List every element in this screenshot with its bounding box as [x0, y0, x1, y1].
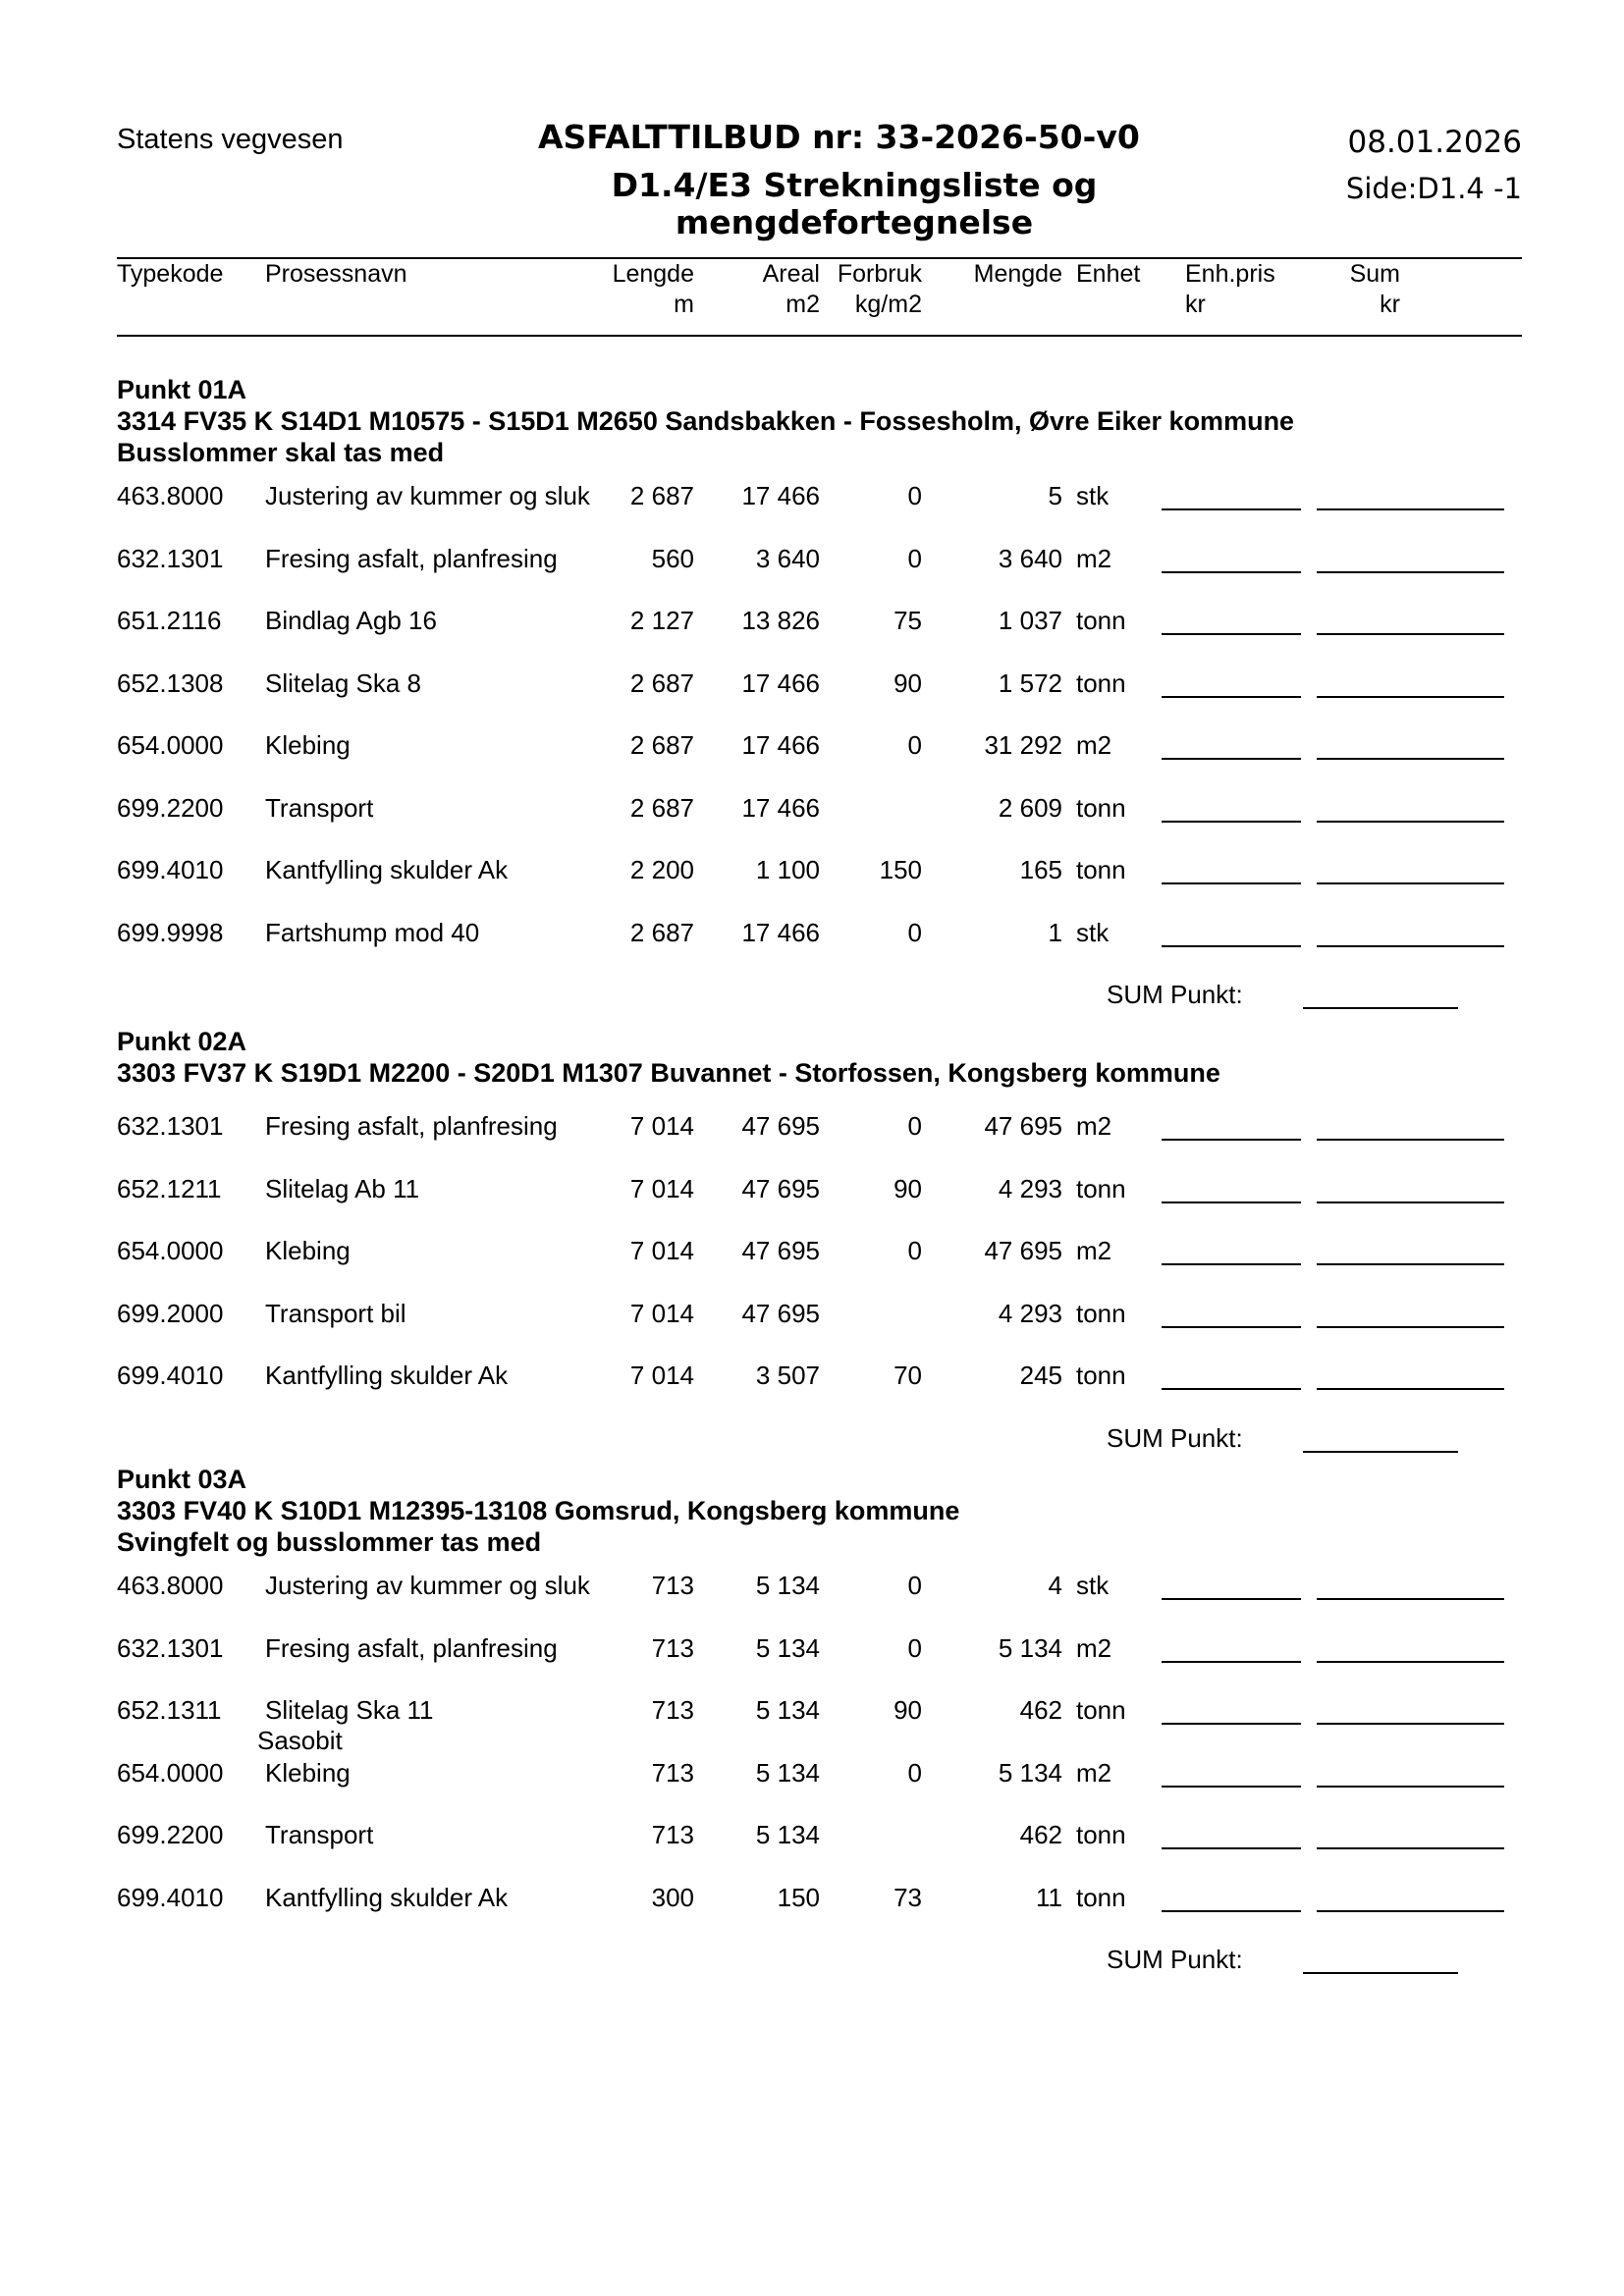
row-prosessnavn: Fresing asfalt, planfresing — [265, 544, 558, 573]
row-mengde: 4 293 — [998, 1174, 1062, 1203]
document-subtitle: D1.4/E3 Strekningsliste og mengdefortegnelse — [611, 166, 1098, 241]
row-areal: 17 466 — [741, 481, 820, 510]
row-mengde: 4 293 — [998, 1299, 1062, 1328]
row-typekode: 632.1301 — [117, 1111, 224, 1141]
col-header-sum-unit: kr — [1380, 291, 1400, 318]
col-header-forbruk — [825, 259, 922, 320]
col-header-mengde: Mengde — [973, 260, 1062, 288]
sum-input-line[interactable] — [1317, 1786, 1504, 1788]
row-enhet: m2 — [1076, 1236, 1112, 1265]
row-prosessnavn: Justering av kummer og sluk — [265, 1571, 590, 1600]
row-areal: 150 — [777, 1883, 820, 1912]
row-areal: 13 826 — [741, 606, 820, 635]
enhpris-input-line[interactable] — [1162, 1201, 1301, 1203]
sum-input-line[interactable] — [1317, 758, 1504, 760]
row-lengde: 7 014 — [629, 1111, 694, 1141]
row-areal: 3 507 — [755, 1361, 820, 1390]
row-prosessnavn: Transport bil — [265, 1299, 406, 1328]
sum-punkt-label: SUM Punkt: — [1107, 1945, 1243, 1974]
row-enhet: stk — [1076, 1571, 1110, 1600]
row-mengde: 47 695 — [984, 1111, 1062, 1141]
row-prosessnavn: Klebing — [265, 1758, 351, 1788]
row-lengde: 2 687 — [629, 918, 694, 947]
row-enhet: stk — [1076, 481, 1110, 510]
sum-input-line[interactable] — [1317, 633, 1504, 635]
sum-input-line[interactable] — [1317, 508, 1504, 510]
row-enhet: tonn — [1076, 1174, 1126, 1203]
section-punkt: Punkt 02A — [117, 1027, 247, 1056]
enhpris-input-line[interactable] — [1162, 1847, 1301, 1849]
row-lengde: 2 200 — [629, 855, 694, 884]
row-prosessnavn: Kantfylling skulder Ak — [265, 1361, 509, 1390]
col-header-typekode: Typekode — [117, 260, 224, 288]
row-lengde: 713 — [651, 1633, 694, 1663]
row-areal: 47 695 — [741, 1236, 820, 1265]
row-typekode: 699.2200 — [117, 793, 224, 823]
row-prosessnavn: Slitelag Ska 8 — [265, 668, 421, 698]
row-forbruk: 0 — [907, 544, 922, 573]
row-forbruk: 90 — [893, 1695, 922, 1725]
enhpris-input-line[interactable] — [1162, 882, 1301, 884]
row-prosessnavn: Fartshump mod 40 — [265, 918, 480, 947]
col-header-lengde — [589, 259, 694, 320]
sum-punkt-label: SUM Punkt: — [1107, 1423, 1243, 1453]
col-header-enhpris-unit: kr — [1185, 291, 1206, 318]
col-header-areal — [717, 259, 820, 320]
enhpris-input-line[interactable] — [1162, 1910, 1301, 1912]
sum-punkt-label: SUM Punkt: — [1107, 980, 1243, 1009]
row-lengde: 713 — [651, 1820, 694, 1849]
row-prosessnavn: Klebing — [265, 730, 351, 760]
sum-input-line[interactable] — [1317, 571, 1504, 573]
row-mengde: 1 572 — [998, 668, 1062, 698]
row-prosessnavn-sub: Sasobit — [257, 1726, 343, 1755]
row-lengde: 2 687 — [629, 730, 694, 760]
row-mengde: 2 609 — [998, 793, 1062, 823]
row-typekode: 652.1311 — [117, 1695, 222, 1725]
row-forbruk: 0 — [907, 1236, 922, 1265]
row-prosessnavn: Kantfylling skulder Ak — [265, 1883, 509, 1912]
row-prosessnavn: Bindlag Agb 16 — [265, 606, 437, 635]
enhpris-input-line[interactable] — [1162, 821, 1301, 823]
sum-input-line[interactable] — [1317, 1598, 1504, 1600]
section-strekning: 3314 FV35 K S14D1 M10575 - S15D1 M2650 Sandsbakken - Fossesholm, Øvre Eiker kommune — [117, 406, 1295, 436]
section-strekning: 3303 FV40 K S10D1 M12395-13108 Gomsrud, Kongsberg kommune — [117, 1496, 960, 1525]
sum-input-line[interactable] — [1317, 1263, 1504, 1265]
section-strekning: 3303 FV37 K S19D1 M2200 - S20D1 M1307 Buvannet - Storfossen, Kongsberg kommune — [117, 1058, 1220, 1088]
section-punkt: Punkt 03A — [117, 1465, 247, 1494]
row-typekode: 654.0000 — [117, 1758, 224, 1788]
sum-input-line[interactable] — [1317, 1326, 1504, 1328]
organization-name: Statens vegvesen — [117, 124, 344, 155]
enhpris-input-line[interactable] — [1162, 1661, 1301, 1663]
row-lengde: 7 014 — [629, 1236, 694, 1265]
sum-input-line[interactable] — [1317, 821, 1504, 823]
row-prosessnavn: Transport — [265, 1820, 374, 1849]
enhpris-input-line[interactable] — [1162, 1139, 1301, 1141]
row-mengde: 5 134 — [998, 1633, 1062, 1663]
row-forbruk: 75 — [893, 606, 922, 635]
row-areal: 47 695 — [741, 1111, 820, 1141]
row-prosessnavn: Fresing asfalt, planfresing — [265, 1633, 558, 1663]
row-prosessnavn: Transport — [265, 793, 374, 823]
row-enhet: m2 — [1076, 1111, 1112, 1141]
sum-input-line[interactable] — [1317, 1847, 1504, 1849]
row-typekode: 699.4010 — [117, 1361, 224, 1390]
enhpris-input-line[interactable] — [1162, 1263, 1301, 1265]
sum-input-line[interactable] — [1317, 696, 1504, 698]
row-typekode: 699.9998 — [117, 918, 224, 947]
row-lengde: 713 — [651, 1758, 694, 1788]
row-enhet: tonn — [1076, 1883, 1126, 1912]
sum-input-line[interactable] — [1317, 1723, 1504, 1725]
row-enhet: stk — [1076, 918, 1110, 947]
enhpris-input-line[interactable] — [1162, 1326, 1301, 1328]
sum-input-line[interactable] — [1317, 1139, 1504, 1141]
row-mengde: 1 037 — [998, 606, 1062, 635]
col-header-enhpris-label: Enh.pris — [1185, 260, 1275, 288]
row-forbruk: 150 — [879, 855, 922, 884]
row-lengde: 7 014 — [629, 1174, 694, 1203]
row-areal: 17 466 — [741, 793, 820, 823]
col-header-lengde-unit: m — [674, 291, 694, 318]
row-areal: 1 100 — [755, 855, 820, 884]
row-mengde: 5 — [1048, 481, 1062, 510]
sum-punkt-input-line[interactable] — [1303, 1007, 1458, 1009]
sum-input-line[interactable] — [1317, 882, 1504, 884]
enhpris-input-line[interactable] — [1162, 571, 1301, 573]
row-mengde: 47 695 — [984, 1236, 1062, 1265]
row-enhet: tonn — [1076, 668, 1126, 698]
row-mengde: 245 — [1019, 1361, 1062, 1390]
row-forbruk: 0 — [907, 1758, 922, 1788]
col-header-enhet: Enhet — [1076, 260, 1141, 288]
sum-input-line[interactable] — [1317, 1201, 1504, 1203]
row-forbruk: 73 — [893, 1883, 922, 1912]
row-prosessnavn: Slitelag Ska 11 — [265, 1695, 434, 1725]
row-prosessnavn: Justering av kummer og sluk — [265, 481, 590, 510]
row-areal: 47 695 — [741, 1174, 820, 1203]
sum-input-line[interactable] — [1317, 1910, 1504, 1912]
section-note: Svingfelt og busslommer tas med — [117, 1527, 542, 1557]
row-lengde: 7 014 — [629, 1361, 694, 1390]
row-typekode: 652.1211 — [117, 1174, 222, 1203]
sum-punkt-input-line[interactable] — [1303, 1972, 1458, 1974]
col-header-lengde-label: Lengde — [612, 260, 694, 288]
row-typekode: 699.2200 — [117, 1820, 224, 1849]
row-prosessnavn: Klebing — [265, 1236, 351, 1265]
header-rule-bottom — [117, 335, 1522, 337]
row-typekode: 463.8000 — [117, 481, 224, 510]
page-number: Side:D1.4 -1 — [1345, 172, 1522, 205]
row-typekode: 699.2000 — [117, 1299, 224, 1328]
row-mengde: 11 — [1036, 1883, 1062, 1912]
row-enhet: tonn — [1076, 1695, 1126, 1725]
enhpris-input-line[interactable] — [1162, 1388, 1301, 1390]
sum-input-line[interactable] — [1317, 1388, 1504, 1390]
sum-punkt-input-line[interactable] — [1303, 1451, 1458, 1453]
enhpris-input-line[interactable] — [1162, 758, 1301, 760]
row-prosessnavn: Slitelag Ab 11 — [265, 1174, 420, 1203]
row-lengde: 300 — [651, 1883, 694, 1912]
row-mengde: 1 — [1048, 918, 1062, 947]
document-title: ASFALTTILBUD nr: 33-2026-50-v0 — [538, 118, 1140, 156]
row-lengde: 2 127 — [629, 606, 694, 635]
section-punkt: Punkt 01A — [117, 375, 247, 404]
row-enhet: tonn — [1076, 1820, 1126, 1849]
row-enhet: m2 — [1076, 730, 1112, 760]
row-lengde: 560 — [651, 544, 694, 573]
row-prosessnavn: Kantfylling skulder Ak — [265, 855, 509, 884]
row-typekode: 652.1308 — [117, 668, 224, 698]
row-lengde: 2 687 — [629, 668, 694, 698]
row-lengde: 7 014 — [629, 1299, 694, 1328]
row-typekode: 632.1301 — [117, 544, 224, 573]
col-header-forbruk-unit: kg/m2 — [854, 291, 922, 318]
row-forbruk: 90 — [893, 1174, 922, 1203]
row-mengde: 4 — [1048, 1571, 1062, 1600]
row-areal: 17 466 — [741, 918, 820, 947]
row-lengde: 2 687 — [629, 481, 694, 510]
row-areal: 5 134 — [755, 1695, 820, 1725]
row-enhet: tonn — [1076, 606, 1126, 635]
row-forbruk: 90 — [893, 668, 922, 698]
col-header-prosessnavn: Prosessnavn — [265, 260, 407, 288]
row-enhet: m2 — [1076, 1758, 1112, 1788]
document-date: 08.01.2026 — [1347, 125, 1522, 160]
row-mengde: 3 640 — [998, 544, 1062, 573]
enhpris-input-line[interactable] — [1162, 1598, 1301, 1600]
row-forbruk: 0 — [907, 1111, 922, 1141]
row-typekode: 699.4010 — [117, 855, 224, 884]
row-forbruk: 0 — [907, 1633, 922, 1663]
row-areal: 5 134 — [755, 1758, 820, 1788]
enhpris-input-line[interactable] — [1162, 945, 1301, 947]
col-header-enhpris — [1185, 259, 1275, 320]
row-mengde: 5 134 — [998, 1758, 1062, 1788]
row-mengde: 31 292 — [984, 730, 1062, 760]
sum-input-line[interactable] — [1317, 1661, 1504, 1663]
row-typekode: 654.0000 — [117, 1236, 224, 1265]
row-typekode: 654.0000 — [117, 730, 224, 760]
row-areal: 17 466 — [741, 730, 820, 760]
row-typekode: 699.4010 — [117, 1883, 224, 1912]
row-lengde: 713 — [651, 1695, 694, 1725]
row-areal: 5 134 — [755, 1633, 820, 1663]
enhpris-input-line[interactable] — [1162, 1786, 1301, 1788]
enhpris-input-line[interactable] — [1162, 1723, 1301, 1725]
row-mengde: 462 — [1019, 1695, 1062, 1725]
row-enhet: tonn — [1076, 855, 1126, 884]
row-areal: 5 134 — [755, 1571, 820, 1600]
enhpris-input-line[interactable] — [1162, 696, 1301, 698]
row-lengde: 713 — [651, 1571, 694, 1600]
row-mengde: 462 — [1019, 1820, 1062, 1849]
row-forbruk: 0 — [907, 918, 922, 947]
row-forbruk: 70 — [893, 1361, 922, 1390]
col-header-areal-unit: m2 — [785, 291, 820, 318]
enhpris-input-line[interactable] — [1162, 633, 1301, 635]
col-header-sum — [1306, 259, 1400, 320]
row-enhet: tonn — [1076, 1361, 1126, 1390]
enhpris-input-line[interactable] — [1162, 508, 1301, 510]
col-header-forbruk-label: Forbruk — [837, 260, 922, 288]
row-areal: 3 640 — [755, 544, 820, 573]
row-enhet: m2 — [1076, 544, 1112, 573]
col-header-sum-label: Sum — [1349, 260, 1400, 288]
row-enhet: tonn — [1076, 793, 1126, 823]
row-enhet: m2 — [1076, 1633, 1112, 1663]
row-lengde: 2 687 — [629, 793, 694, 823]
row-areal: 17 466 — [741, 668, 820, 698]
row-mengde: 165 — [1019, 855, 1062, 884]
col-header-areal-label: Areal — [762, 260, 820, 288]
row-enhet: tonn — [1076, 1299, 1126, 1328]
row-forbruk: 0 — [907, 481, 922, 510]
row-typekode: 632.1301 — [117, 1633, 224, 1663]
row-forbruk: 0 — [907, 1571, 922, 1600]
row-forbruk: 0 — [907, 730, 922, 760]
row-typekode: 463.8000 — [117, 1571, 224, 1600]
row-areal: 5 134 — [755, 1820, 820, 1849]
row-areal: 47 695 — [741, 1299, 820, 1328]
row-prosessnavn: Fresing asfalt, planfresing — [265, 1111, 558, 1141]
row-typekode: 651.2116 — [117, 606, 222, 635]
sum-input-line[interactable] — [1317, 945, 1504, 947]
section-note: Busslommer skal tas med — [117, 438, 445, 467]
